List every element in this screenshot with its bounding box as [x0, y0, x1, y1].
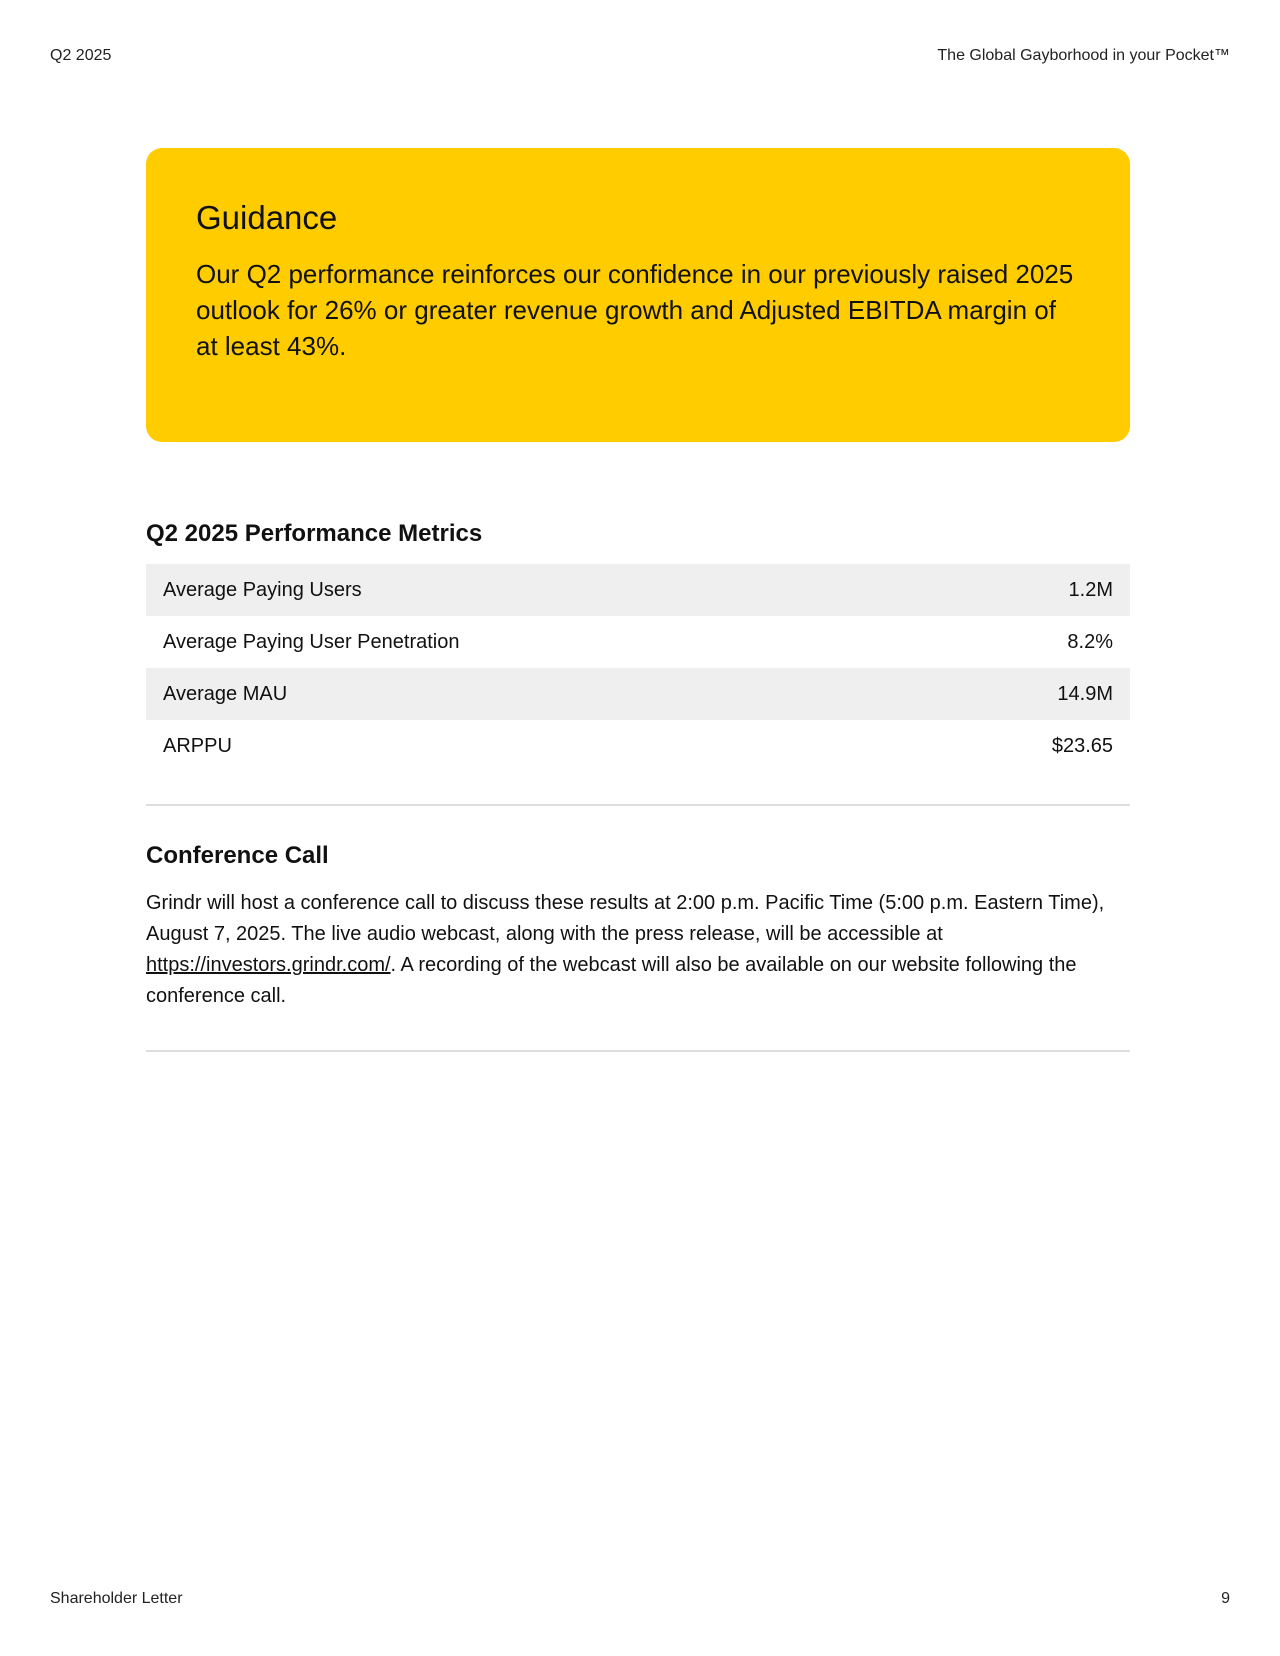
call-text-part-2: . A recording of the webcast will also be available on our website following the conference call.: [146, 954, 1077, 1007]
metric-value: 14.9M: [1057, 682, 1113, 705]
metric-label: ARPPU: [163, 734, 232, 757]
header-tagline: The Global Gayborhood in your Pocket™: [937, 47, 1230, 64]
metric-label: Average Paying User Penetration: [163, 630, 460, 653]
metric-value: $23.65: [1051, 734, 1113, 757]
footer-label: Shareholder Letter: [50, 1590, 183, 1607]
guidance-text: Our Q2 performance reinforces our confidence in our previously raised 2025 outlook for 26% or greater revenue growth and Adjusted EBITDA margin of at least 43%.: [196, 259, 1074, 362]
metrics-table: [146, 564, 1130, 772]
section-divider: [146, 804, 1130, 806]
metrics-title: Q2 2025 Performance Metrics: [146, 520, 483, 547]
header-period: Q2 2025: [50, 47, 112, 64]
metric-label: Average Paying Users: [163, 578, 362, 601]
guidance-box: [146, 148, 1130, 442]
call-text-part-1: Grindr will host a conference call to discuss these results at 2:00 p.m. Pacific Time (5:00 p.m. Eastern Time), August 7, 2025. The live audio webcast, along with the press release, will be accessible at: [146, 892, 1105, 945]
table-row: [146, 720, 1130, 772]
metric-value: 1.2M: [1068, 578, 1113, 601]
conference-call-text: [146, 888, 1130, 1012]
metric-value: 8.2%: [1067, 630, 1113, 653]
table-row: [146, 616, 1130, 668]
page-number: 9: [1221, 1590, 1230, 1607]
section-divider: [146, 1050, 1130, 1052]
table-row: [146, 564, 1130, 616]
guidance-title: Guidance: [196, 199, 338, 236]
table-row: [146, 668, 1130, 720]
conference-call-title: Conference Call: [146, 842, 329, 869]
metric-label: Average MAU: [163, 682, 288, 705]
investors-link[interactable]: https://investors.grindr.com/: [146, 954, 391, 976]
